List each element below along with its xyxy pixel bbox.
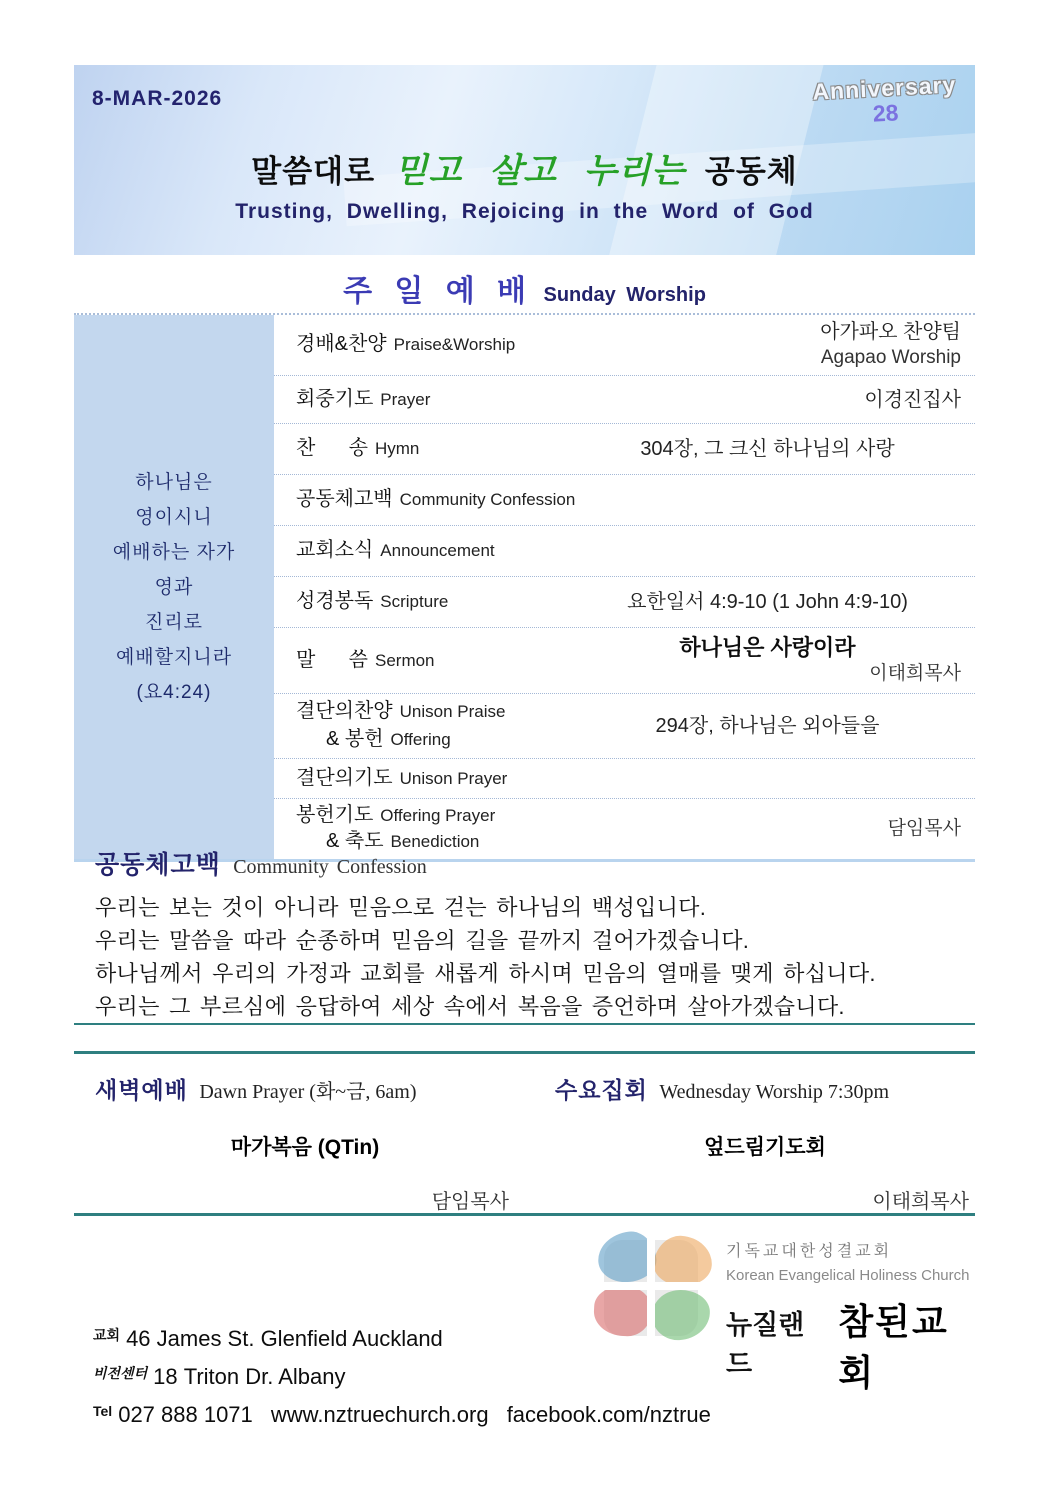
dawn-leader: 담임목사 [431,1191,509,1213]
church-name-prefix: 뉴질랜드 [726,1310,805,1379]
confession-title-english: Community Confession [233,856,427,878]
denomination-korean: 기독교대한성결교회 [726,1243,893,1260]
row-label-korean-2: & 봉헌 [326,728,384,750]
confession-title-korean: 공동체고백 [95,851,221,879]
row-label-korean: 결단의찬양 [296,700,393,722]
row-label-korean: 결단의기도 [296,766,393,789]
row-label-english: Unison Prayer [399,768,508,788]
sermon-preacher: 이태희목사 [869,662,961,684]
community-confession-section [95,845,975,1023]
row-value-secondary: Agapao Worship [820,347,961,368]
row-label-korean: 말 씀 [296,648,368,671]
row-label-korean: 성경봉독 [296,590,374,612]
row-label-korean: 교회소식 [296,539,374,561]
vision-center-label: 비전센터 [93,1365,148,1381]
confession-body [95,891,975,1023]
wednesday-leader: 이태희목사 [872,1191,969,1213]
sidebar-verse-line: 영과 [154,576,194,598]
sidebar-verse-line: 예배할지니라 [115,646,233,668]
confession-line: 하나님께서 우리의 가정과 교회를 새롭게 하시며 믿음의 열매를 맺게 하십니다. [95,961,876,986]
table-row [274,526,975,577]
dawn-title-korean: 새벽예배 [95,1077,188,1103]
row-label-english: Scripture [380,592,449,611]
row-label-korean: 찬 송 [296,437,368,459]
row-label-english-2: Offering [390,730,451,749]
wednesday-title-korean: 수요집회 [555,1077,648,1103]
table-row [274,628,975,694]
wednesday-title-english: Wednesday Worship 7:30pm [659,1081,890,1103]
vision-center-address: 18 Triton Dr. Albany [153,1364,346,1389]
table-row [274,315,975,376]
header-banner [74,65,975,255]
sermon-title: 하나님은 사랑이라 [679,634,856,660]
logo-cross-gap-horizontal [600,1282,702,1290]
divider-rule [74,1023,975,1025]
row-value: 294장, 하나님은 외아들을 [655,715,880,737]
wednesday-item: 엎드림기도회 [704,1136,826,1159]
church-address-label: 교회 [93,1327,121,1343]
worship-title-korean: 주 일 예 배 [343,275,534,308]
website-link[interactable]: www.nztruechurch.org [270,1402,489,1427]
row-label-english: Sermon [374,650,435,670]
row-label-english: Praise&Worship [393,335,516,354]
church-motto [74,143,975,192]
row-value: 이경진집사 [864,388,961,411]
row-value: 담임목사 [887,818,961,839]
church-motto-english: Trusting, Dwelling, Rejoicing in the Word of God [235,200,814,223]
row-label-english: Offering Prayer [380,806,496,825]
church-name [726,1294,980,1396]
wednesday-worship-column [555,1072,975,1214]
row-label-english-2: Benediction [390,832,480,851]
dawn-prayer-column [95,1072,515,1214]
church-name-main: 참된교회 [838,1301,949,1393]
confession-line: 우리는 말씀을 따라 순종하며 믿음의 길을 끝까지 걸어가겠습니다. [95,928,750,953]
motto-script: 믿고 살고 누리는 [394,151,686,191]
banner-titles [74,143,975,224]
motto-suffix: 공동체 [704,154,798,189]
row-label-korean-2: & 축도 [326,830,384,852]
sidebar-verse-line: 영이시니 [135,506,213,528]
facebook-link[interactable]: facebook.com/nztrue [506,1402,711,1427]
row-label-korean: 봉헌기도 [296,804,374,826]
confession-line: 우리는 그 부르심에 응답하여 세상 속에서 복음을 증언하며 살아가겠습니다. [95,994,845,1019]
table-row [274,475,975,526]
address-line-contact [93,1394,711,1432]
address-block [93,1318,711,1432]
row-label-english: Announcement [380,541,495,560]
worship-title-english: Sunday Worship [543,284,706,306]
divider-rule [74,1051,975,1054]
row-label-english: Prayer [380,389,431,409]
row-label-korean: 경배&찬양 [296,333,387,355]
dawn-title-english: Dawn Prayer (화~금, 6am) [199,1081,417,1103]
table-row [274,577,975,628]
table-row [274,694,975,759]
sidebar-verse-line: 하나님은 [135,471,213,493]
row-label-english: Unison Praise [399,702,506,721]
tel-label: Tel [93,1403,113,1419]
anniversary-label: Anniversary [811,71,957,105]
row-value: 아가파오 찬양팀 [820,321,961,343]
table-row [274,759,975,799]
row-value: 304장, 그 크신 하나님의 사랑 [640,438,895,460]
scripture-sidebar [74,315,274,859]
table-row [274,376,975,424]
row-value: 요한일서 4:9-10 (1 John 4:9-10) [627,591,908,613]
dawn-item: 마가복음 (QTin) [230,1136,380,1159]
row-label-english: Community Confession [399,490,576,509]
confession-line: 우리는 보는 것이 아니라 믿음으로 걷는 하나님의 백성입니다. [95,895,707,920]
divider-rule [74,1213,975,1216]
row-label-english: Hymn [374,439,420,458]
sunday-worship-title [0,266,1049,310]
worship-rows [274,315,975,859]
address-line-church [93,1318,711,1356]
church-address: 46 James St. Glenfield Auckland [126,1326,443,1351]
sidebar-verse-line: (요4:24) [136,681,212,703]
anniversary-number: 28 [872,99,900,127]
sidebar-verse-line: 예배하는 자가 [112,541,236,563]
row-label-korean: 회중기도 [296,387,374,410]
worship-order-table [74,313,975,862]
motto-prefix: 말씀대로 [251,154,376,189]
tel-number: 027 888 1071 [118,1402,253,1427]
weekly-meetings-section [95,1072,975,1214]
address-line-vision-center [93,1356,711,1394]
sidebar-verse-line: 진리로 [144,611,204,633]
anniversary-badge [812,71,958,130]
row-label-korean: 공동체고백 [296,488,393,510]
denomination-english: Korean Evangelical Holiness Church [726,1267,970,1284]
bulletin-date: 8-MAR-2026 [92,87,223,110]
table-row [274,424,975,475]
